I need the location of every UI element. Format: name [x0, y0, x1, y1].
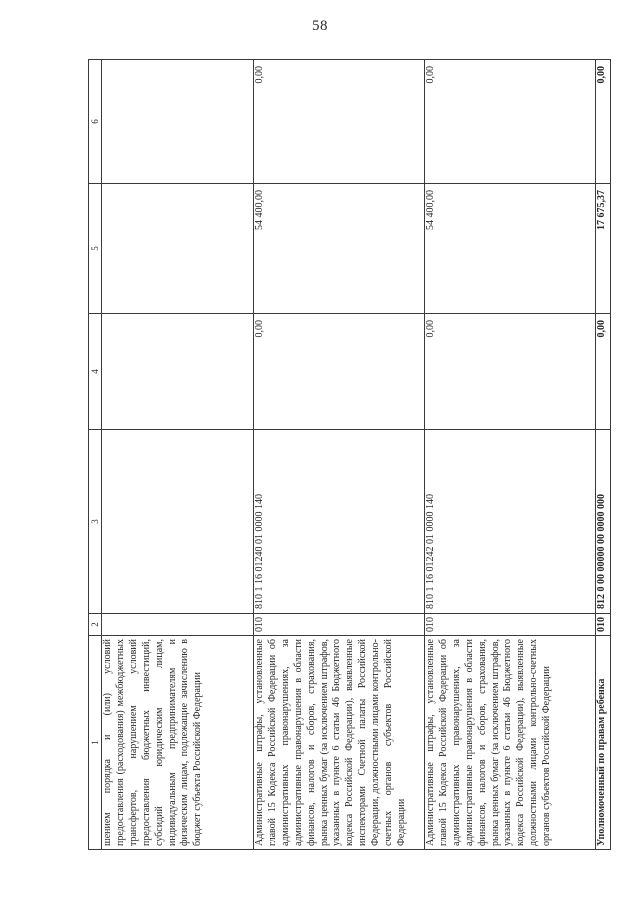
- row-description: Административные штрафы, установленные главой 15 Кодекса Российской Федерации об административных правонарушениях, за административные правонарушения в области финансов, налогов и сборов, страхования, рынка ценных бумаг (за исключением штрафов, указанных в пункте 6 статьи 46 Бюджетного кодекса Российской Федерации), выявленные инспекторами Счетной палаты Российской Федерации, должностными лицами контрольно-счетных органов субъектов Российской Федерации: [254, 636, 425, 850]
- row-value-4: 0,00: [425, 314, 596, 430]
- row-value-4: [102, 314, 254, 430]
- column-header: 6: [89, 60, 102, 184]
- row-value-6: 0,00: [596, 60, 611, 184]
- column-header: 4: [89, 314, 102, 430]
- column-header: 5: [89, 184, 102, 314]
- row-admin-code: 010: [254, 614, 425, 636]
- table-header-row: [89, 60, 102, 850]
- row-description: Административные штрафы, установленные главой 15 Кодекса Российской Федерации об административных правонарушениях, за административные правонарушения в области финансов, налогов и сборов, страхования, рынка ценных бумаг (за исключением штрафов, указанных в пункте 6 статьи 46 Бюджетного кодекса Российской Федерации), выявленные должностными лицами контрольно-счетных органов субъектов Российской Федерации: [425, 636, 596, 850]
- row-budget-code: 810 1 16 01240 01 0000 140: [254, 430, 425, 614]
- row-budget-code: 812 0 00 00000 00 0000 000: [596, 430, 611, 614]
- row-description: шением порядка и (или) условий предоставления (расходования) межбюджетных трансфертов, нарушением условий предоставления бюджетных инвестиций, субсидий юридическим лицам, индивидуальным предпринимателям и физическим лицам, подлежащие зачислению в бюджет субъекта Российской Федерации: [102, 636, 254, 850]
- revenue-table: [88, 59, 611, 850]
- row-value-5: 54 400,00: [425, 184, 596, 314]
- row-value-4: 0,00: [596, 314, 611, 430]
- row-description: Уполномоченный по правам ребенка: [596, 636, 611, 850]
- table-row-section-total: [596, 60, 611, 850]
- row-value-4: 0,00: [254, 314, 425, 430]
- row-admin-code: [102, 614, 254, 636]
- landscape-table-wrapper: [88, 60, 620, 850]
- row-value-5: 54 400,00: [254, 184, 425, 314]
- row-budget-code: 810 1 16 01242 01 0000 140: [425, 430, 596, 614]
- row-value-6: 0,00: [425, 60, 596, 184]
- column-header: 3: [89, 430, 102, 614]
- row-admin-code: 010: [596, 614, 611, 636]
- row-admin-code: 010: [425, 614, 596, 636]
- row-value-6: 0,00: [254, 60, 425, 184]
- page-number: 58: [312, 18, 328, 34]
- rotated-table-area: [88, 60, 620, 850]
- row-value-5: [102, 184, 254, 314]
- table-row: [254, 60, 425, 850]
- row-budget-code: [102, 430, 254, 614]
- table-row: [102, 60, 254, 850]
- column-header: 1: [89, 636, 102, 850]
- row-value-5: 17 675,37: [596, 184, 611, 314]
- table-row: [425, 60, 596, 850]
- row-value-6: [102, 60, 254, 184]
- column-header: 2: [89, 614, 102, 636]
